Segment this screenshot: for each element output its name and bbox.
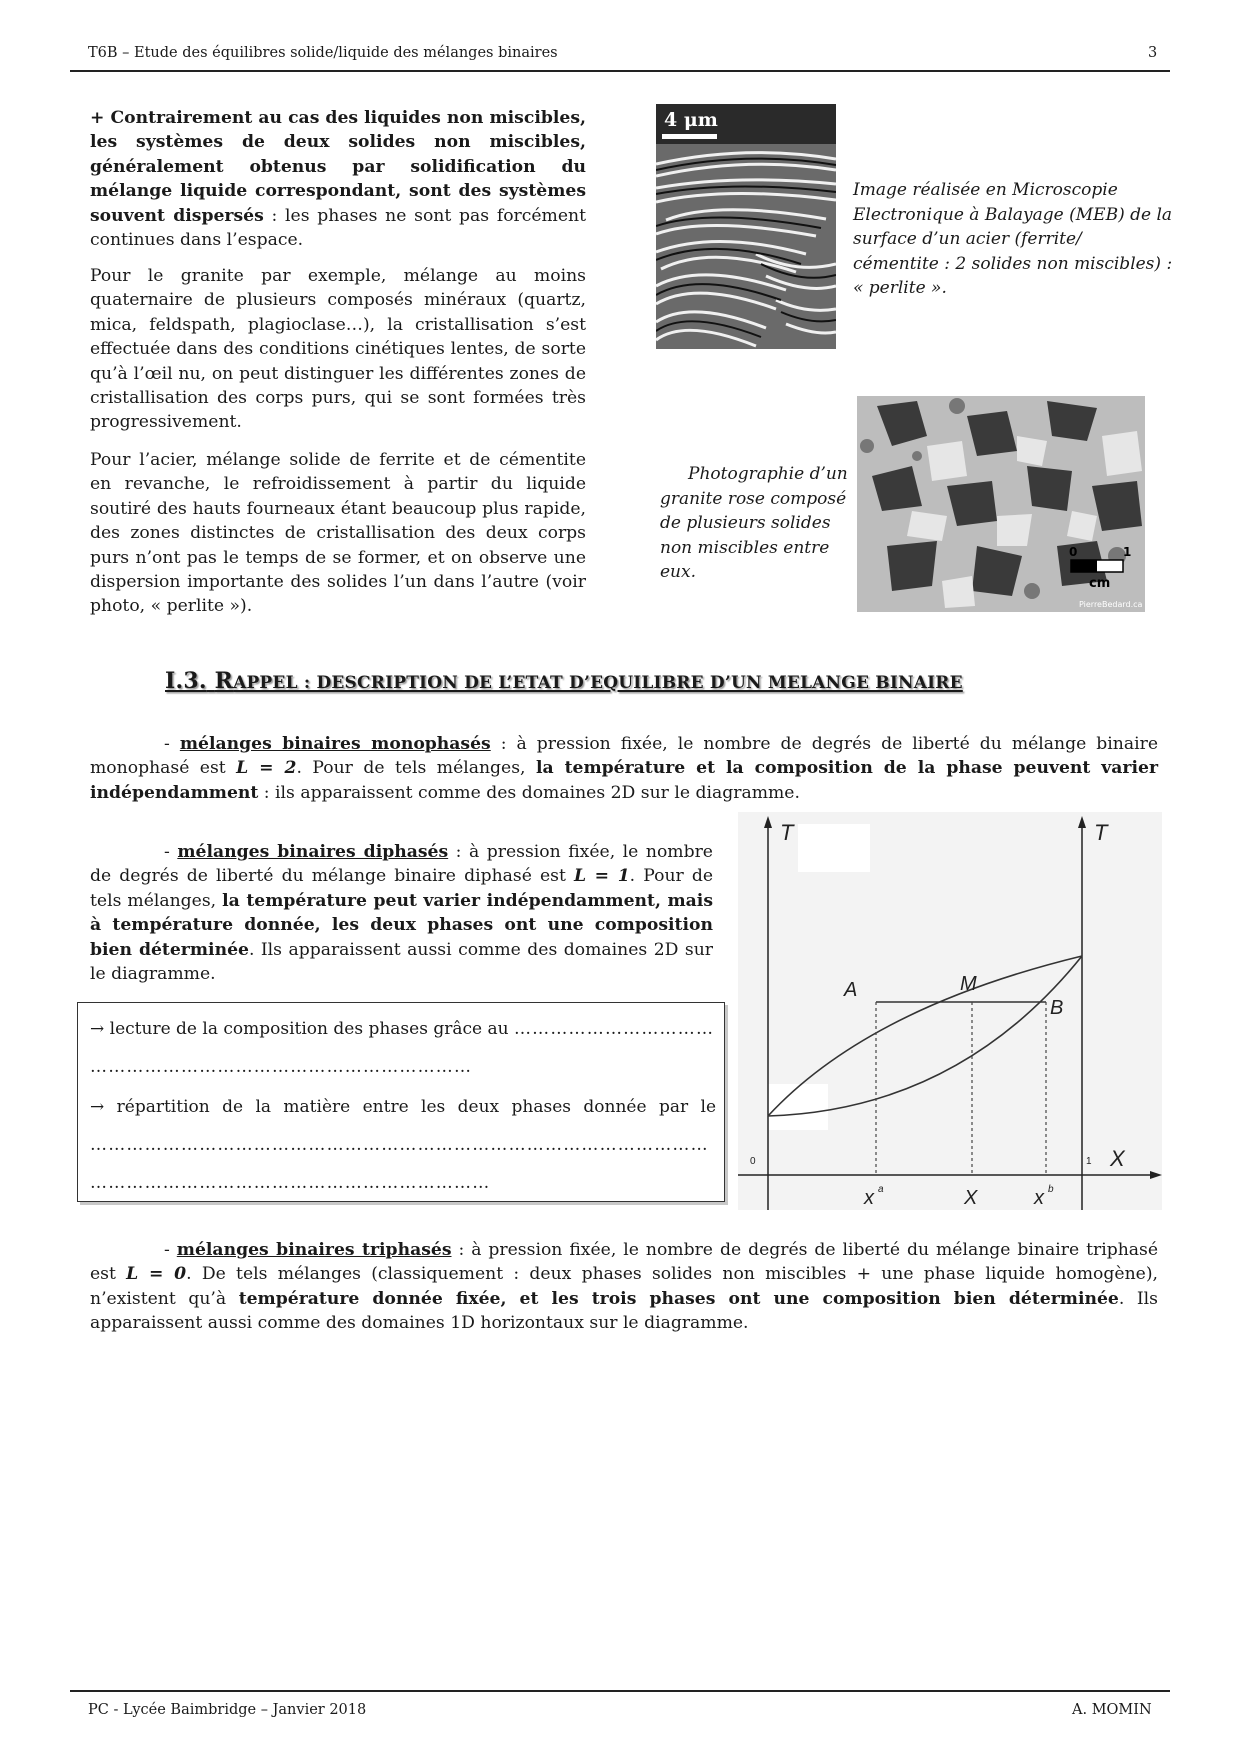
granite-scale-zero: 0: [1069, 545, 1078, 559]
di-text3: . Ils apparaissent aussi comme des domaines 2D sur le diagramme.: [90, 939, 713, 985]
meb-perlite-image: [656, 104, 836, 349]
tick-xb-label: x: [1034, 1187, 1044, 1209]
granite-photo: [857, 396, 1145, 612]
footer-left: PC - Lycée Baimbridge – Janvier 2018: [88, 1702, 367, 1718]
blank-label-box-top: [798, 824, 870, 872]
page-number: 3: [1148, 45, 1158, 61]
perlite-texture: [656, 104, 836, 349]
tri-paragraph: - mélanges binaires triphasés : à pression fixée, le nombre de degrés de liberté du mélange binaire triphasé est L = 0. De tels mélanges (classiquement : deux phases solides non miscibles + une phase liquide homogène), n’existent qu’à température donnée fixée, et les trois phases ont une composition bien déterminée. Ils apparaissent aussi comme des domaines 1D horizontaux sur le diagramme.: [90, 1240, 1159, 1334]
box-line-5[interactable]: [90, 1171, 712, 1195]
mono-bold: la température et la composition de la phase peuvent varier indépendamment: [90, 758, 1158, 803]
header-rule: [70, 70, 1170, 72]
granite-scale-one: 1: [1123, 545, 1132, 559]
di-bold: la température peut varier indépendamment, mais à température donnée, les deux phases ont une composition bien déterminée: [90, 890, 713, 960]
x-axis-label: X: [1110, 1146, 1125, 1171]
di-text1: : à pression fixée, le nombre de degrés de liberté du mélange binaire diphasé est: [90, 842, 713, 887]
intro-paragraph: [90, 106, 586, 252]
mono-text1: : à pression fixée, le nombre de degrés de liberté du mélange binaire monophasé est: [90, 734, 1158, 779]
di-text2: . Pour de tels mélanges,: [90, 866, 713, 911]
di-L: L = 1: [573, 866, 630, 887]
mono-L: L = 2: [236, 758, 297, 779]
left-axis-arrow: [764, 816, 772, 828]
tick-xb-sup: b: [1048, 1184, 1054, 1195]
t-label-left: T: [780, 820, 794, 845]
footer-rule: [70, 1690, 1170, 1692]
box-line-1: [90, 1017, 715, 1041]
tri-label: mélanges binaires triphasés: [176, 1240, 452, 1260]
meb-scale-label: 4 μm: [664, 109, 718, 131]
intro-rest: : les phases ne sont pas forcément continues dans l’espace.: [90, 205, 587, 251]
x-axis-arrow: [1150, 1171, 1162, 1179]
box-line1-dots[interactable]: ……………………………: [513, 1019, 715, 1039]
box-line1-text: → lecture de la composition des phases grâce au: [90, 1019, 509, 1039]
phase-diagram-svg: [738, 812, 1162, 1210]
meb-caption: Image réalisée en Microscopie Electronique à Balayage (MEB) de la surface d’un acier (ferrite/ cémentite : 2 solides non miscibles) : « perlite ».: [853, 180, 1173, 298]
header-title: T6B – Etude des équilibres solide/liquide des mélanges binaires: [88, 45, 558, 61]
point-m-label: M: [960, 973, 977, 995]
steel-paragraph: Pour l’acier, mélange solide de ferrite et de cémentite en revanche, le refroidissement à partir du liquide soutiré des hauts fourneaux étant beaucoup plus rapide, des zones distinctes de cristallisation des deux corps purs n’ont pas le temps de se former, et on observe une dispersion importante des solides l’un dans l’autre (voir photo, « perlite »).: [90, 450, 586, 617]
box-line-2[interactable]: [90, 1055, 712, 1079]
footer-right: A. MOMIN: [1072, 1702, 1152, 1718]
tri-text2: . De tels mélanges (classiquement : deux phases solides non miscibles + une phase liquide homogène), n’existent qu’à: [90, 1264, 1158, 1309]
section-number: I.3.: [165, 668, 207, 694]
fill-in-box: [77, 1002, 725, 1202]
box-line-4[interactable]: [90, 1133, 712, 1157]
mono-paragraph: - mélanges binaires monophasés : à pression fixée, le nombre de degrés de liberté du mélange binaire monophasé est L = 2. Pour de tels mélanges, la température et la composition de la phase peuvent varier indépendamment : ils apparaissent comme des domaines 2D sur le diagramme.: [90, 734, 1158, 803]
tri-text1: : à pression fixée, le nombre de degrés de liberté du mélange binaire triphasé est: [90, 1240, 1159, 1285]
mono-text3: : ils apparaissent comme des domaines 2D sur le diagramme.: [258, 782, 800, 803]
box-line5-dots[interactable]: …………………………………………………………: [90, 1173, 491, 1193]
origin-label: 0: [750, 1156, 756, 1167]
intro-bold: + Contrairement au cas des liquides non miscibles, les systèmes de deux solides non miscibles, généralement obtenus par solidification du mélange liquide correspondant, sont des systèmes souvent dispersés: [90, 108, 586, 226]
point-a-label: A: [844, 979, 858, 1001]
section-title: [165, 668, 1065, 694]
right-axis-arrow: [1078, 816, 1086, 828]
box-line4-dots[interactable]: …………………………………………………………………………………………: [90, 1135, 709, 1155]
granite-caption: Photographie d’un granite rose composé de plusieurs solides non miscibles entre eux.: [660, 464, 848, 582]
box-line2-dots[interactable]: ………………………………………………………: [90, 1057, 473, 1077]
tri-text3: . Ils apparaissent aussi comme des domaines 1D horizontaux sur le diagramme.: [90, 1288, 1158, 1334]
di-label: mélanges binaires diphasés: [177, 842, 449, 862]
section-title-rest: APPEL : DESCRIPTION DE L’ETAT D’EQUILIBRE D’UN MELANGE BINAIRE: [233, 673, 963, 693]
mono-text2: . Pour de tels mélanges,: [296, 758, 536, 779]
tri-bold: température donnée fixée, et les trois phases ont une composition bien déterminée: [238, 1288, 1119, 1309]
tick-xa-sup: a: [878, 1184, 884, 1195]
granite-paragraph: Pour le granite par exemple, mélange au moins quaternaire de plusieurs composés minéraux (quartz, mica, feldspath, plagioclase…), la cristallisation s’est effectuée dans des conditions cinétiques lentes, de sorte qu’à l’œil nu, on peut distinguer les différentes zones de cristallisation des corps purs, qui se sont formées très progressivement.: [90, 266, 586, 433]
tri-L: L = 0: [126, 1264, 187, 1285]
di-paragraph: - mélanges binaires diphasés : à pression fixée, le nombre de degrés de liberté du mélange binaire diphasé est L = 1. Pour de tels mélanges, la température peut varier indépendamment, mais à température donnée, les deux phases ont une composition bien déterminée. Ils apparaissent aussi comme des domaines 2D sur le diagramme.: [90, 842, 713, 985]
tick-xa-label: x: [864, 1187, 874, 1209]
point-b-label: B: [1050, 997, 1064, 1019]
section-title-first: R: [214, 668, 234, 694]
mono-label: mélanges binaires monophasés: [179, 734, 491, 754]
box-line-3: → répartition de la matière entre les deux phases donnée par le: [90, 1097, 717, 1117]
tick-x-label: X: [964, 1187, 978, 1209]
granite-credit: PierreBedard.ca: [1079, 600, 1143, 609]
phase-diagram: [738, 812, 1162, 1210]
one-label: 1: [1086, 1156, 1092, 1167]
granite-scale-unit: cm: [1089, 576, 1111, 591]
granite-texture: [857, 396, 1145, 612]
t-label-right: T: [1094, 820, 1108, 845]
